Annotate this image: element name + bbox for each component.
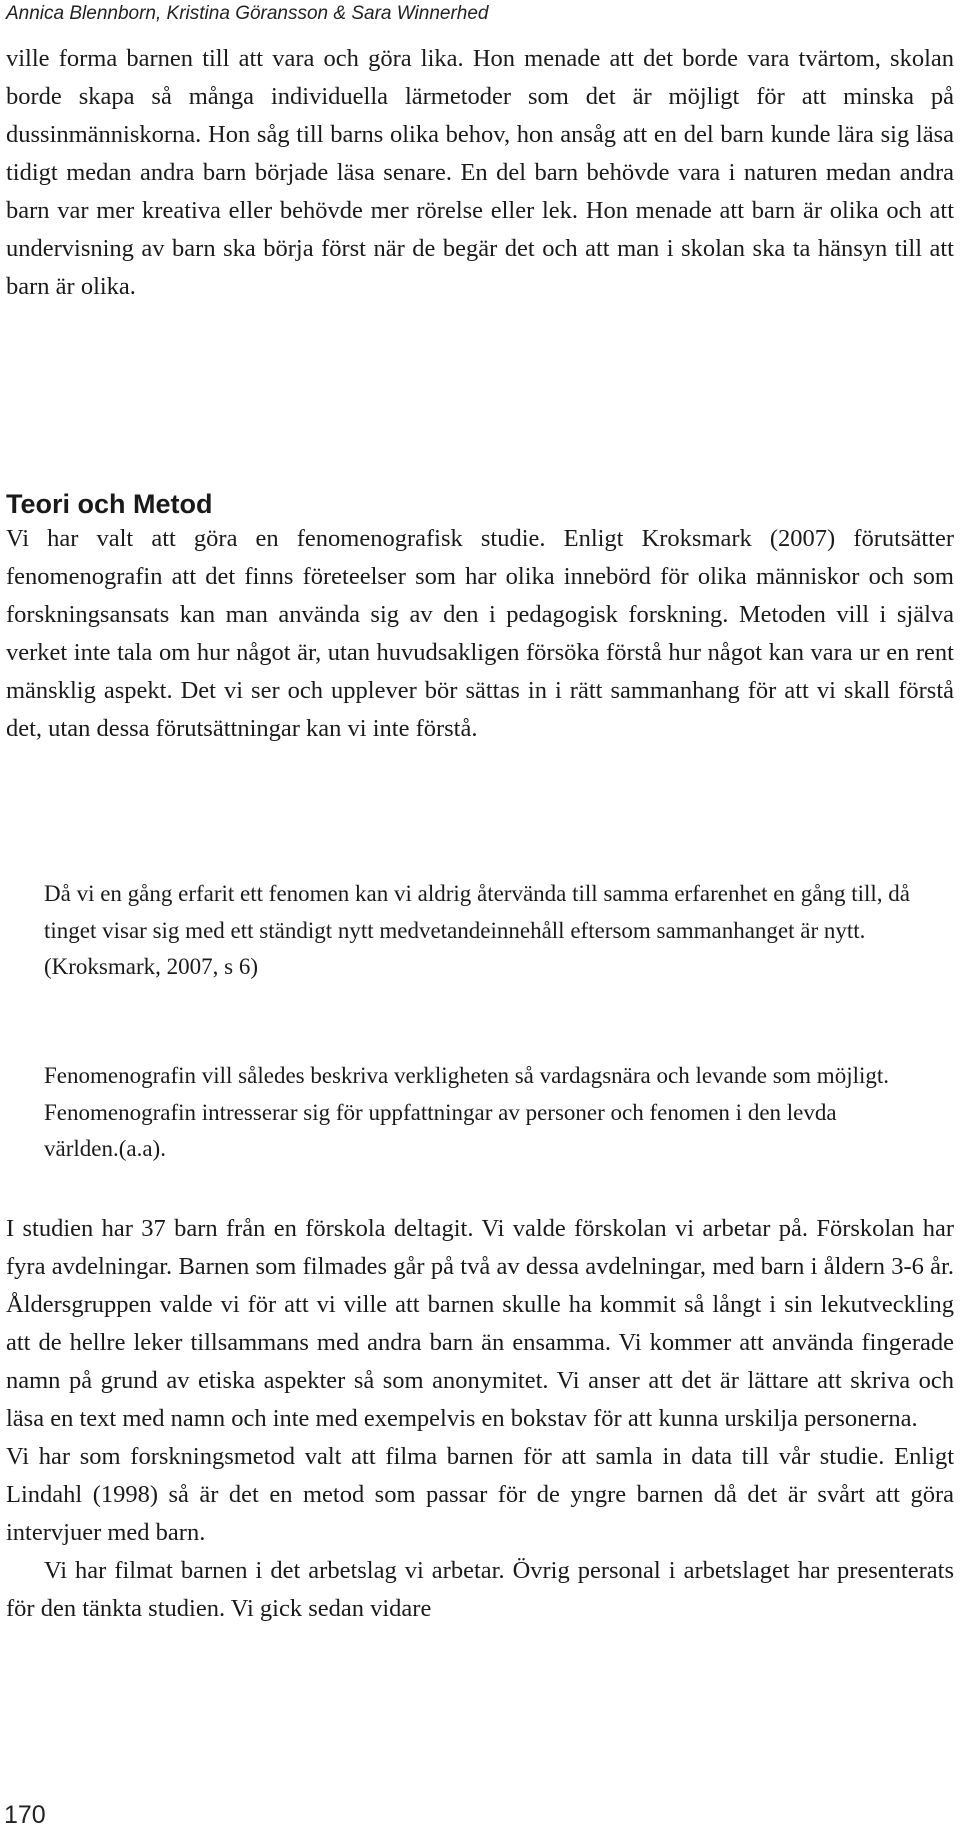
intro-paragraph-block bbox=[6, 40, 954, 306]
study-paragraph-block bbox=[6, 1210, 954, 1628]
block-quote-2 bbox=[44, 1058, 914, 1168]
running-header-authors: Annica Blennborn, Kristina Göransson & Sara Winnerhed bbox=[6, 3, 489, 24]
page-number: 170 bbox=[4, 1801, 46, 1829]
section-heading: Teori och Metod bbox=[6, 489, 213, 519]
block-quote-1 bbox=[44, 876, 914, 986]
theory-paragraph: Vi har valt att göra en fenomenografisk studie. Enligt Kroksmark (2007) förutsätter fenomenografin att det finns företeelser som har olika innebörd för olika människor och som forskningsansats kan man använda sig av den i pedagogisk forskning. Metoden vill i själva verket inte tala om hur något är, utan huvudsakligen försöka förstå hur något kan vara ur en rent mänsklig aspekt. Det vi ser och upplever bör sättas in i rätt sammanhang för att vi skall förstå det, utan dessa förutsättningar kan vi inte förstå. bbox=[6, 525, 954, 742]
study-paragraph: I studien har 37 barn från en förskola deltagit. Vi valde förskolan vi arbetar på. Förskolan har fyra avdelningar. Barnen som filmades går på två av dessa avdelningar, med barn i åldern 3-6 år. Åldersgruppen valde vi för att vi ville att barnen skulle ha kommit så långt i sin lekutveckling att de hellre leker tillsammans med andra barn än ensamma. Vi kommer att använda fingerade namn på grund av etiska aspekter så som anonymitet. Vi anser att det är lättare att skriva och läsa en text med namn och inte med exempelvis en bokstav för att kunna urskilja personerna. bbox=[6, 1215, 954, 1432]
theory-paragraph-block bbox=[6, 520, 954, 748]
block-quote-2-text: Fenomenografin vill således beskriva verkligheten så vardagsnära och levande som möjligt. Fenomenografin intresserar sig för uppfattningar av personer och fenomen i den levda världen.(a.a). bbox=[44, 1063, 890, 1161]
method-paragraph: Vi har som forskningsmetod valt att filma barnen för att samla in data till vår studie. Enligt Lindahl (1998) så är det en metod som passar för de yngre barnen då det är svårt att göra intervjuer med barn. bbox=[6, 1443, 954, 1546]
intro-paragraph: ville forma barnen till att vara och göra lika. Hon menade att det borde vara tvärtom, skolan borde skapa så många individuella lärmetoder som det är möjligt för att minska på dussinmänniskorna. Hon såg till barns olika behov, hon ansåg att en del barn kunde lära sig läsa tidigt medan andra barn började läsa senare. En del barn behövde vara i naturen medan andra barn var mer kreativa eller behövde mer rörelse eller lek. Hon menade att barn är olika och att undervisning av barn ska börja först när de begär det och att man i skolan ska ta hänsyn till att barn är olika. bbox=[6, 45, 954, 300]
block-quote-1-text: Då vi en gång erfarit ett fenomen kan vi aldrig återvända till samma erfarenhet en gång till, då tinget visar sig med ett ständigt nytt medvetandeinnehåll eftersom sammanhanget är nytt. (Kroksmark, 2007, s 6) bbox=[44, 881, 910, 979]
filming-paragraph: Vi har filmat barnen i det arbetslag vi arbetar. Övrig personal i arbetslaget har presenterats för den tänkta studien. Vi gick sedan vidare bbox=[6, 1557, 954, 1622]
